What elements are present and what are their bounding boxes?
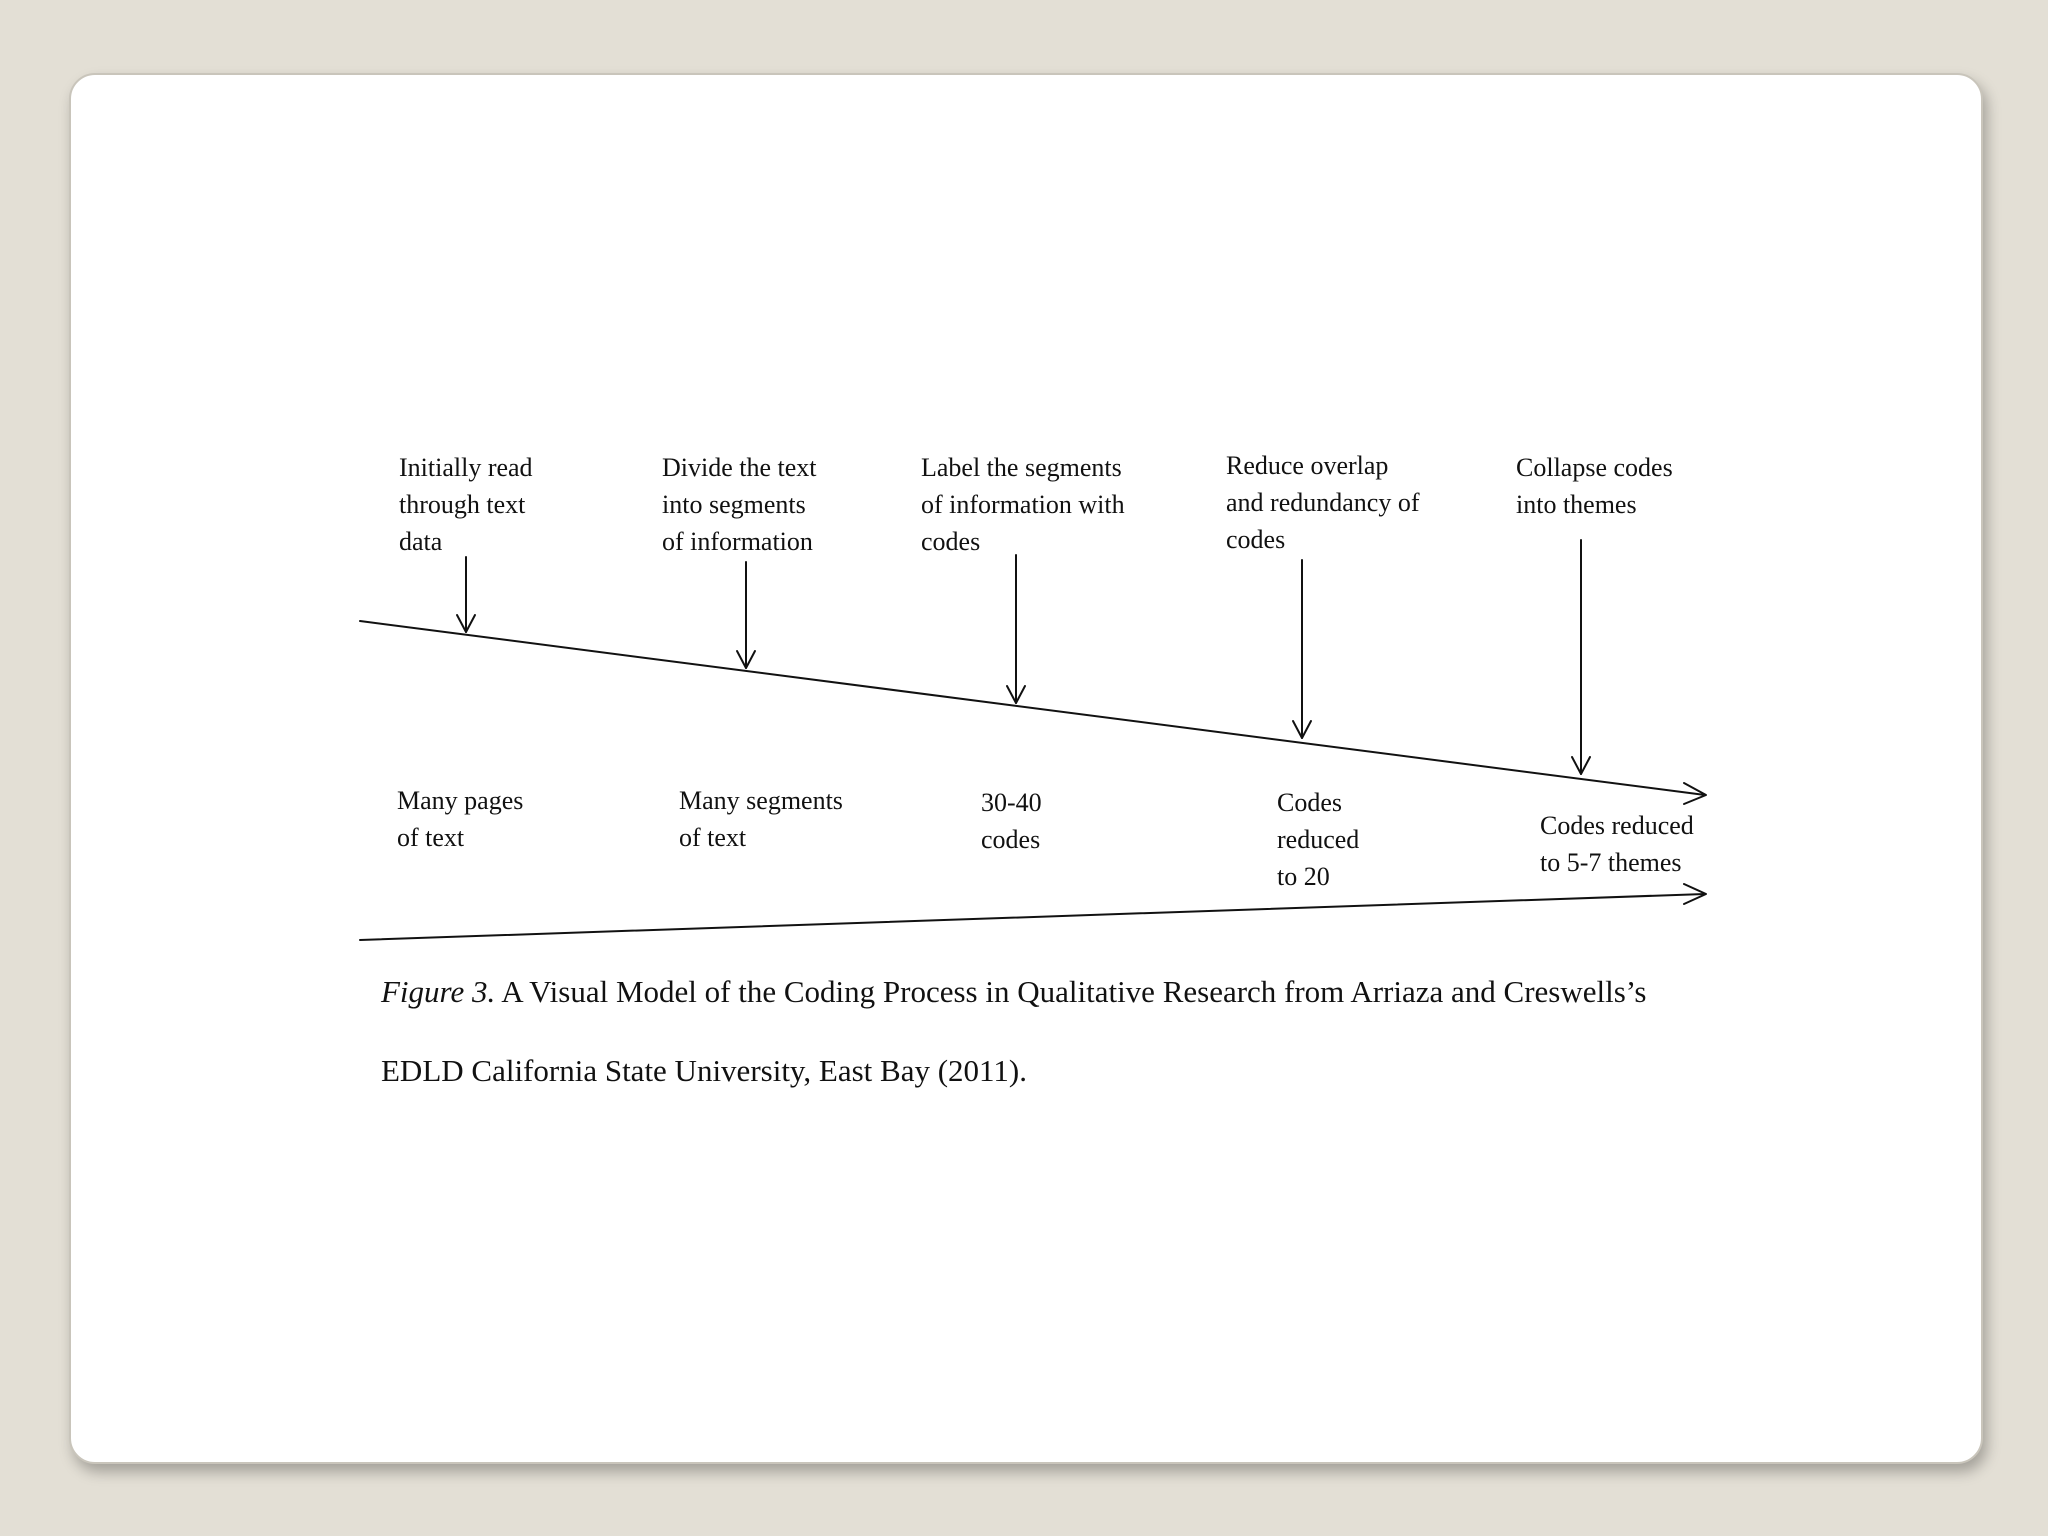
step-label-divide: Divide the text into segments of information [662,453,817,556]
step-label-read: Initially read through text data [399,453,533,556]
stage-label-reduced-codes: Codes reduced to 20 [1277,788,1360,891]
step-label-reduce: Reduce overlap and redundancy of codes [1226,451,1420,554]
figure-caption-text: A Visual Model of the Coding Process in Qualitative Research from Arriaza and Creswells’s EDLD California State University, East Bay (2011). [381,974,1647,1088]
step-arrow-3 [1007,555,1025,703]
step-label-collapse: Collapse codes into themes [1516,453,1673,519]
stage-label-segments: Many segments of text [679,786,843,852]
figure-caption [381,952,1721,1110]
step-arrow-4 [1293,560,1311,738]
stage-label-codes: 30-40 codes [981,788,1042,854]
stage-label-themes: Codes reduced to 5-7 themes [1540,811,1694,877]
step-label-label: Label the segments of information with codes [921,453,1125,556]
figure-number: Figure 3. [381,974,496,1009]
stage-label-pages: Many pages of text [397,786,524,852]
step-arrow-5 [1572,540,1590,774]
step-arrow-1 [457,557,475,632]
lower-funnel-line [360,894,1705,940]
step-arrow-2 [737,562,755,668]
upper-funnel-line [360,621,1705,795]
